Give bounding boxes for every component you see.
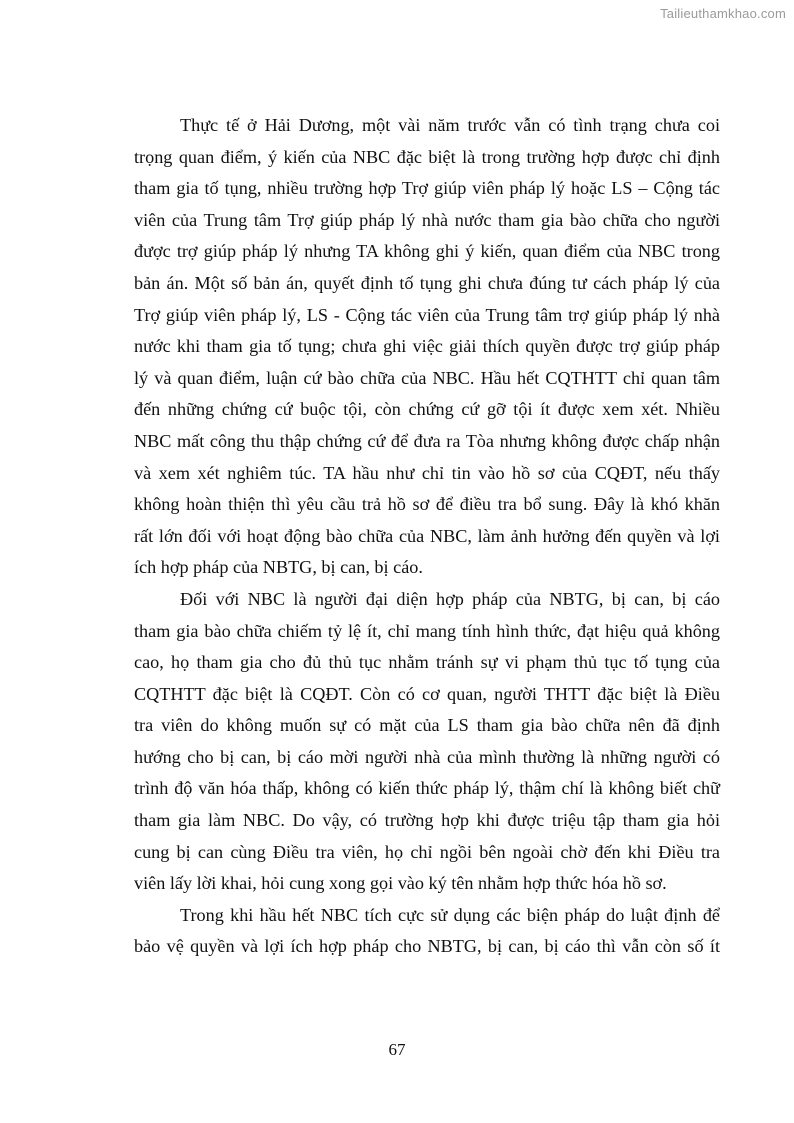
text-line: CQTHTT đặc biệt là CQĐT. Còn có cơ quan, người THTT đặc biệt là Điều	[134, 683, 720, 704]
text-line: trọng quan điểm, ý kiến của NBC đặc biệt là trong trường hợp được chỉ định	[134, 146, 720, 167]
text-line: Đối với NBC là người đại diện hợp pháp của NBTG, bị can, bị cáo	[180, 588, 720, 609]
text-line: Trong khi hầu hết NBC tích cực sử dụng các biện pháp do luật định để	[180, 904, 720, 925]
text-line: bản án. Một số bản án, quyết định tố tụng ghi chưa đúng tư cách pháp lý của	[134, 272, 720, 293]
text-line: cao, họ tham gia cho đủ thủ tục nhằm tránh sự vi phạm thủ tục tố tụng của	[134, 652, 720, 673]
text-line: NBC mất công thu thập chứng cứ để đưa ra Tòa nhưng không được chấp nhận	[134, 430, 720, 451]
text-line: tham gia bào chữa chiếm tỷ lệ ít, chỉ mang tính hình thức, đạt hiệu quả không	[134, 620, 720, 641]
text-line: Thực tế ở Hải Dương, một vài năm trước vẫn có tình trạng chưa coi	[180, 115, 720, 135]
watermark: Tailieuthamkhao.com	[660, 6, 786, 21]
text-line: nước khi tham gia tố tụng; chưa ghi việc giải thích quyền được trợ giúp pháp	[134, 336, 720, 357]
text-line: và xem xét nghiêm túc. TA hầu như chỉ tin vào hồ sơ của CQĐT, nếu thấy	[134, 462, 720, 483]
text-line: được trợ giúp pháp lý nhưng TA không ghi ý kiến, quan điểm của NBC trong	[134, 241, 720, 262]
text-line: tra viên do không muốn sự có mặt của LS tham gia bào chữa nên đã định	[134, 715, 720, 736]
paragraph	[134, 110, 720, 584]
text-line: không hoàn thiện thì yêu cầu trả hồ sơ để điều tra bổ sung. Đây là khó khăn	[134, 494, 720, 515]
text-line: rất lớn đối với hoạt động bào chữa của NBC, làm ảnh hưởng đến quyền và lợi	[134, 525, 720, 546]
paragraph	[134, 584, 720, 900]
text-line: hướng cho bị can, bị cáo mời người nhà của mình thường là những người có	[134, 746, 720, 767]
text-line: đến những chứng cứ buộc tội, còn chứng cứ gỡ tội ít được xem xét. Nhiều	[134, 399, 720, 420]
text-line: ích hợp pháp của NBTG, bị can, bị cáo.	[134, 557, 423, 578]
text-line: tham gia làm NBC. Do vậy, có trường hợp khi được triệu tập tham gia hỏi	[134, 810, 720, 831]
text-line: bảo vệ quyền và lợi ích hợp pháp cho NBTG, bị can, bị cáo thì vẫn còn số ít	[134, 936, 720, 957]
text-line: Trợ giúp viên pháp lý, LS - Cộng tác viên của Trung tâm trợ giúp pháp lý nhà	[134, 304, 720, 325]
text-line: tham gia tố tụng, nhiều trường hợp Trợ giúp viên pháp lý hoặc LS – Cộng tác	[134, 178, 720, 199]
page-number: 67	[388, 1040, 406, 1059]
document-body	[134, 110, 720, 963]
text-line: viên lấy lời khai, hỏi cung xong gọi vào ký tên nhằm hợp thức hóa hồ sơ.	[134, 873, 667, 894]
text-line: lý và quan điểm, luận cứ bào chữa của NBC. Hầu hết CQTHTT chỉ quan tâm	[134, 367, 720, 388]
text-line: cung bị can cùng Điều tra viên, họ chỉ ngồi bên ngoài chờ đến khi Điều tra	[134, 841, 720, 862]
paragraph	[134, 900, 720, 963]
text-line: trình độ văn hóa thấp, không có kiến thức pháp lý, thậm chí là không biết chữ	[134, 778, 720, 799]
text-line: viên của Trung tâm Trợ giúp pháp lý nhà nước tham gia bào chữa cho người	[134, 209, 720, 230]
